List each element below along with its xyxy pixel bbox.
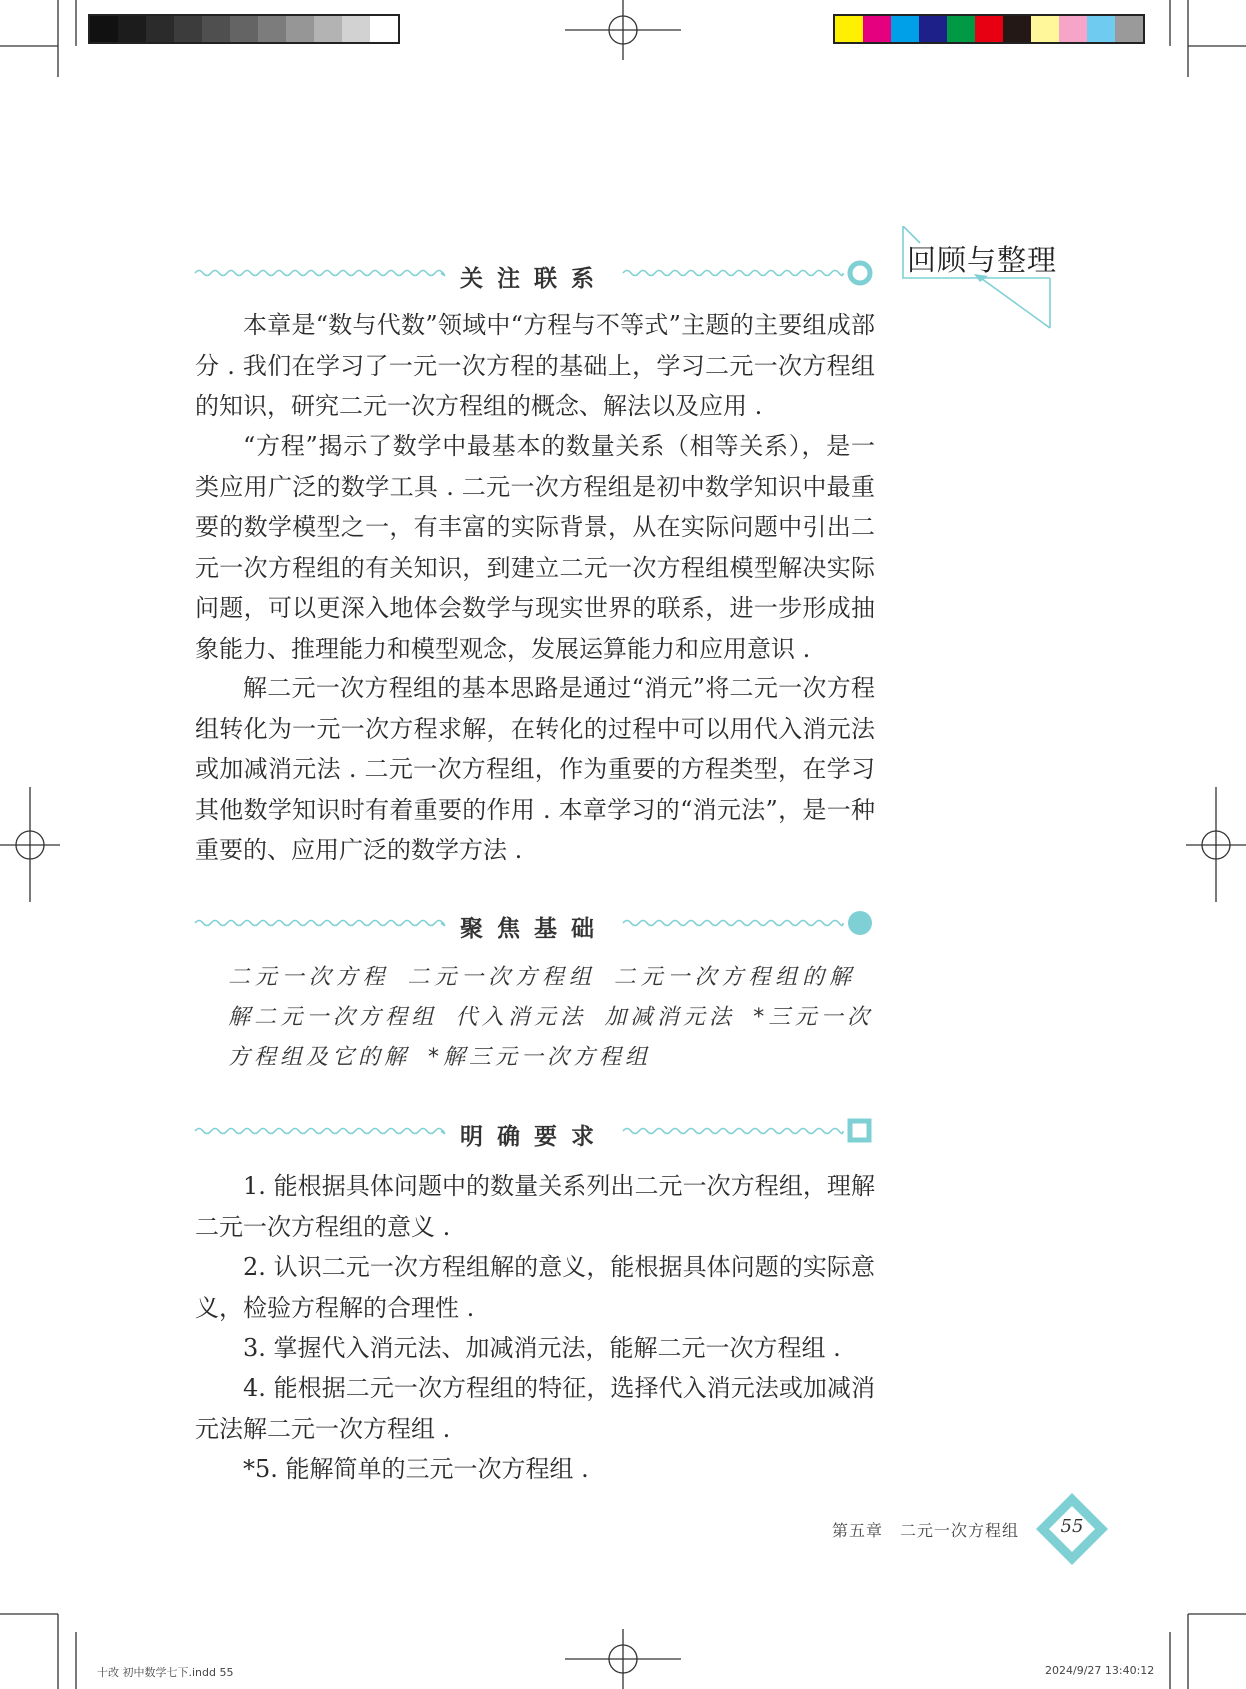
keyword: 加减消元法	[604, 1005, 736, 1030]
keyword: 二元一次方程	[228, 965, 390, 990]
timestamp-slug: 2024/9/27 13:40:12	[1045, 1664, 1155, 1677]
requirement-item: 1. 能根据具体问题中的数量关系列出二元一次方程组，理解二元一次方程组的意义 .	[195, 1172, 875, 1241]
keyword: 二元一次方程组	[407, 965, 596, 990]
file-slug: 十改 初中数学七下.indd 55	[97, 1666, 234, 1679]
keyword: 解二元一次方程组	[228, 1005, 438, 1030]
keyword: *解三元一次方程组	[428, 1045, 652, 1070]
paragraph: 本章是“数与代数”领域中“方程与不等式”主题的主要组成部分 . 我们在学习了一元一次方程的基础上，学习二元一次方程组的知识，研究二元一次方程组的概念、解法以及应用 .	[195, 311, 875, 420]
section-header-basics	[193, 908, 875, 944]
page-number: 55	[1060, 1516, 1084, 1537]
keyword: 代入消元法	[455, 1005, 587, 1030]
keyword-list	[228, 958, 873, 1078]
requirement-item: 4. 能根据二元一次方程组的特征，选择代入消元法或加减消元法解二元一次方程组 .	[195, 1374, 875, 1443]
paragraph: “方程”揭示了数学中最基本的数量关系（相等关系），是一类应用广泛的数学工具 . 二元一次方程组是初中数学知识中最重要的数学模型之一，有丰富的实际背景，从在实际问题中引出二元一次方程组的有关知识，到建立二元一次方程组模型解决实际问题，可以更深入地体会数学与现实世界的联系，进一步形成抽象能力、推理能力和模型观念，发展运算能力和应用意识 .	[195, 432, 875, 663]
keyword: *三元一次方程组及它的解	[228, 1005, 873, 1070]
section-title: 明确要求	[460, 1124, 608, 1150]
section-title: 关注联系	[460, 266, 608, 292]
review-tab-title: 回顾与整理	[907, 243, 1058, 277]
keyword: 二元一次方程组的解	[613, 965, 855, 990]
section-header-connection	[193, 258, 875, 294]
paragraph: 解二元一次方程组的基本思路是通过“消元”将二元一次方程组转化为一元一次方程求解，在转化的过程中可以用代入消元法或加减消元法 . 二元一次方程组，作为重要的方程类型，在学习其他数学知识时有着重要的作用 . 本章学习的“消元法”，是一种重要的、应用广泛的数学方法 .	[195, 674, 875, 864]
requirement-item: 2. 认识二元一次方程组解的意义，能根据具体问题的实际意义，检验方程解的合理性 .	[195, 1253, 875, 1322]
section-header-requirements	[193, 1116, 875, 1152]
requirement-item: 3. 掌握代入消元法、加减消元法，能解二元一次方程组 .	[243, 1334, 841, 1362]
requirement-item: *5. 能解简单的三元一次方程组 .	[243, 1455, 589, 1483]
chapter-label: 第五章 二元一次方程组	[832, 1521, 1020, 1540]
section-title: 聚焦基础	[460, 916, 608, 942]
